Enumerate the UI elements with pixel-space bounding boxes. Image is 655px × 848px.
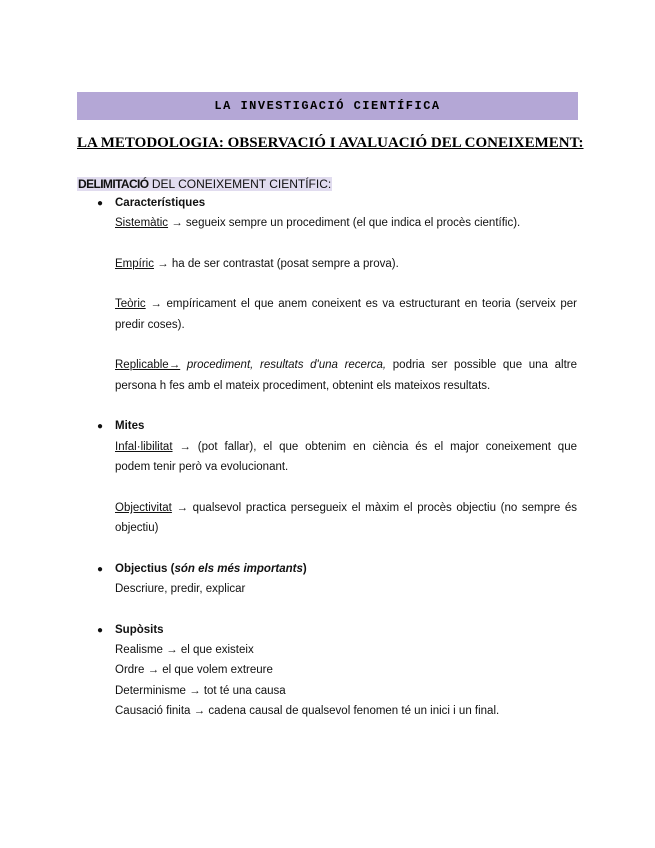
term: Sistemàtic — [115, 217, 169, 229]
term: Infal·libilitat — [115, 441, 173, 453]
bullet-icon: ● — [97, 198, 104, 209]
item-objectivitat-line1 — [115, 498, 577, 518]
bullet-title-italic: són els més importants — [174, 563, 303, 575]
bullet-icon: ● — [97, 421, 104, 432]
definition: → qualsevol practica persegueix el màxim el procès objectiu (no sempre és — [171, 502, 577, 514]
item-teoric-line1 — [115, 294, 577, 314]
bullet-mites — [97, 416, 144, 437]
bullet-title: Mites — [115, 420, 145, 432]
suposit-causacio: Causació finita → cadena causal de qualsevol fenomen té un inici i un final. — [115, 705, 500, 717]
item-empiric — [115, 254, 399, 274]
definition: podria ser possible que una altre — [386, 359, 577, 371]
suposit-ordre: Ordre → el que volem extreure — [115, 664, 273, 676]
bullet-title-close: ) — [302, 563, 307, 575]
objectius-line: Descriure, predir, explicar — [115, 583, 246, 595]
suposit-realisme: Realisme → el que existeix — [115, 644, 254, 656]
subsection-label — [77, 177, 332, 191]
item-replicable-line1 — [115, 355, 577, 375]
definition: → ha de ser contrastat (posat sempre a prova). — [153, 258, 399, 270]
term: Objectivitat — [115, 502, 172, 514]
document-title: LA INVESTIGACIÓ CIENTÍFICA — [214, 99, 441, 113]
subsection-label-rest: DEL CONEIXEMENT CIENTÍFIC: — [148, 177, 332, 191]
bullet-caracteristiques — [97, 193, 205, 214]
section-heading: LA METODOLOGIA: OBSERVACIÓ I AVALUACIÓ DEL CONEIXEMENT: — [77, 135, 584, 151]
item-infalibilitat-line2: podem tenir però va evolucionant. — [115, 461, 289, 473]
subsection-label-bold: DELIMITACIÓ — [78, 177, 149, 191]
term: Empíric — [115, 258, 154, 270]
title-banner — [77, 92, 578, 120]
definition: → (pot fallar), el que obtenim en ciència és el major coneixement que — [172, 441, 577, 453]
term: Replicable→ — [115, 359, 181, 371]
item-replicable-line2: persona h fes amb el mateix procediment, obtenint els mateixos resultats. — [115, 380, 491, 392]
bullet-icon: ● — [97, 625, 104, 636]
item-sistematic — [115, 213, 520, 233]
bullet-title: Supòsits — [115, 624, 164, 636]
definition: → segueix sempre un procediment (el que indica el procès científic). — [168, 217, 521, 229]
item-infalibilitat-line1 — [115, 437, 577, 457]
bullet-icon: ● — [97, 564, 104, 575]
italic-phrase: procediment, resultats d'una recerca, — [180, 359, 387, 371]
item-objectivitat-line2: objectiu) — [115, 522, 159, 534]
bullet-suposits — [97, 620, 164, 641]
suposit-determinisme: Determinisme → tot té una causa — [115, 685, 286, 697]
bullet-title: Objectius — [115, 563, 168, 575]
term: Teòric — [115, 298, 146, 310]
bullet-title: Característiques — [115, 197, 206, 209]
bullet-title-open: ( — [167, 563, 175, 575]
bullet-objectius — [97, 559, 307, 580]
definition: → empíricament el que anem coneixent es va estructurant en teoria (serveix per — [145, 298, 577, 310]
item-teoric-line2: predir coses). — [115, 319, 185, 331]
